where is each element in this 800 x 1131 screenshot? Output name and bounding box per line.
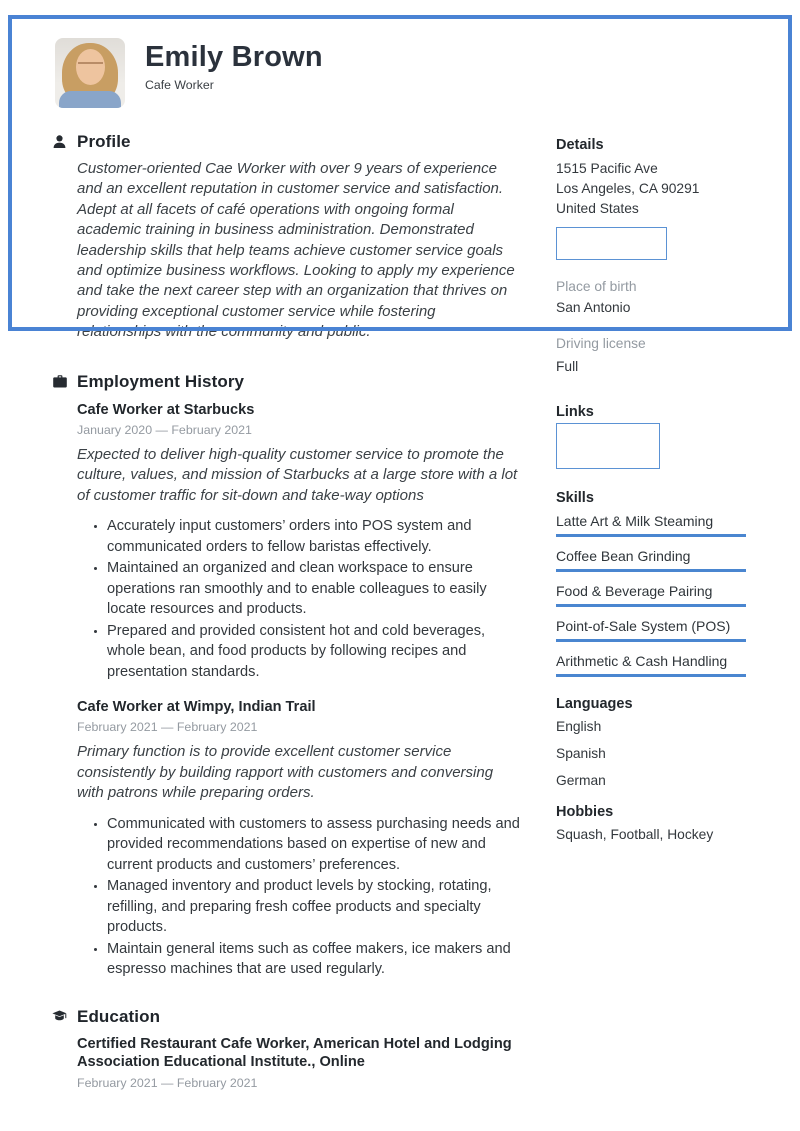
graduation-cap-icon [52, 1009, 67, 1024]
skills-title: Skills [556, 490, 594, 506]
skill-label: Coffee Bean Grinding [556, 548, 691, 564]
address-line: Los Angeles, CA 90291 [556, 181, 700, 196]
profile-title: Profile [77, 132, 131, 151]
person-icon [52, 135, 67, 150]
skill-level-bar [556, 604, 746, 607]
job-bullet: • Maintain general items such as coffee makers, ice makers and espresso machines that are used regularly. [107, 939, 527, 980]
resume-header [55, 38, 323, 108]
job-dates: January 2020 — February 2021 [77, 422, 252, 437]
skill-level-bar [556, 534, 746, 537]
skill-level-bar [556, 569, 746, 572]
skill-item [556, 583, 746, 607]
skill-item [556, 653, 746, 677]
job-heading: Cafe Worker at Wimpy, Indian Trail [77, 699, 316, 716]
education-section [52, 1007, 513, 1090]
education-title: Education [77, 1006, 161, 1026]
candidate-job-title: Cafe Worker [145, 78, 214, 93]
education-entry [77, 1035, 513, 1090]
driving-license-value: Full [556, 359, 579, 374]
links-empty-field[interactable] [556, 423, 660, 469]
job-heading: Cafe Worker at Starbucks [77, 401, 255, 418]
address-line: 1515 Pacific Ave [556, 161, 658, 176]
profile-section [52, 132, 513, 343]
photo-glasses-shape [78, 62, 103, 69]
place-of-birth-value: San Antonio [556, 300, 631, 315]
skill-level-bar [556, 674, 746, 677]
skill-level-bar [556, 639, 746, 642]
briefcase-icon [52, 374, 67, 389]
education-dates: February 2021 — February 2021 [77, 1075, 258, 1090]
job-bullet-list [77, 516, 527, 682]
candidate-name: Emily Brown [145, 41, 323, 73]
skill-label: Arithmetic & Cash Handling [556, 653, 728, 669]
sidebar-column [556, 137, 746, 842]
main-column [52, 132, 520, 1090]
education-heading: Certified Restaurant Cafe Worker, American Hotel and Lodging Association Educational Institute., Online [77, 1035, 512, 1071]
skill-label: Point-of-Sale System (POS) [556, 618, 731, 634]
profile-photo [55, 38, 125, 108]
driving-license-label: Driving license [556, 336, 646, 351]
language-item: German [556, 773, 606, 788]
job-bullet: • Communicated with customers to assess purchasing needs and provided recommendations based on expertise of new and current products and customers’ preferences. [107, 814, 527, 876]
name-block [145, 38, 323, 92]
links-title: Links [556, 404, 594, 420]
job-bullet: • Maintained an organized and clean workspace to ensure operations ran smoothly and to enable colleagues to easily locate resources and products. [107, 558, 527, 620]
job-summary: Expected to deliver high-quality customer service to promote the culture, values, and mission of Starbucks at a large store with a lot of customer traffic for sit-down and take-way options [77, 445, 518, 504]
job-bullet-list [77, 814, 527, 980]
hobbies-value: Squash, Football, Hockey [556, 827, 714, 842]
skill-item [556, 548, 746, 572]
job-entry [77, 698, 520, 979]
job-summary: Primary function is to provide excellent customer service consistently by building rapport with customers and conversing with patrons while preparing orders. [77, 743, 494, 802]
job-bullet: • Prepared and provided consistent hot and cold beverages, whole bean, and food products by following recipes and presentation standards. [107, 621, 527, 683]
employment-section [52, 371, 520, 980]
place-of-birth-label: Place of birth [556, 279, 637, 294]
details-title: Details [556, 137, 604, 153]
hobbies-title: Hobbies [556, 804, 614, 820]
language-item: Spanish [556, 746, 606, 761]
photo-shirt-shape [59, 91, 121, 108]
job-dates: February 2021 — February 2021 [77, 720, 258, 735]
employment-title: Employment History [77, 371, 245, 391]
address-line: United States [556, 201, 639, 216]
skill-item [556, 618, 746, 642]
skill-label: Food & Beverage Pairing [556, 583, 713, 599]
details-empty-field[interactable] [556, 227, 667, 260]
profile-text: Customer-oriented Cae Worker with over 9 years of experience and an excellent reputation in customer service and satisfaction. Adept at all facets of café operations with ongoing formal academic training in business administration. Demonstrated leadership skills that help teams achieve customer service goals and optimize business workflows. Looking to apply my experience and take the next career step with an organization that thrives on providing exceptional customer service while fostering relationships with the community and public. [77, 160, 515, 341]
job-bullet: • Accurately input customers’ orders into POS system and communicated orders to fellow baristas effectively. [107, 516, 527, 557]
language-item: English [556, 719, 602, 734]
job-entry [77, 401, 518, 682]
skill-item [556, 513, 746, 537]
languages-title: Languages [556, 696, 633, 712]
job-bullet: • Managed inventory and product levels by stocking, rotating, refilling, and preparing fresh coffee products and specialty products. [107, 876, 527, 938]
skill-label: Latte Art & Milk Steaming [556, 513, 714, 529]
